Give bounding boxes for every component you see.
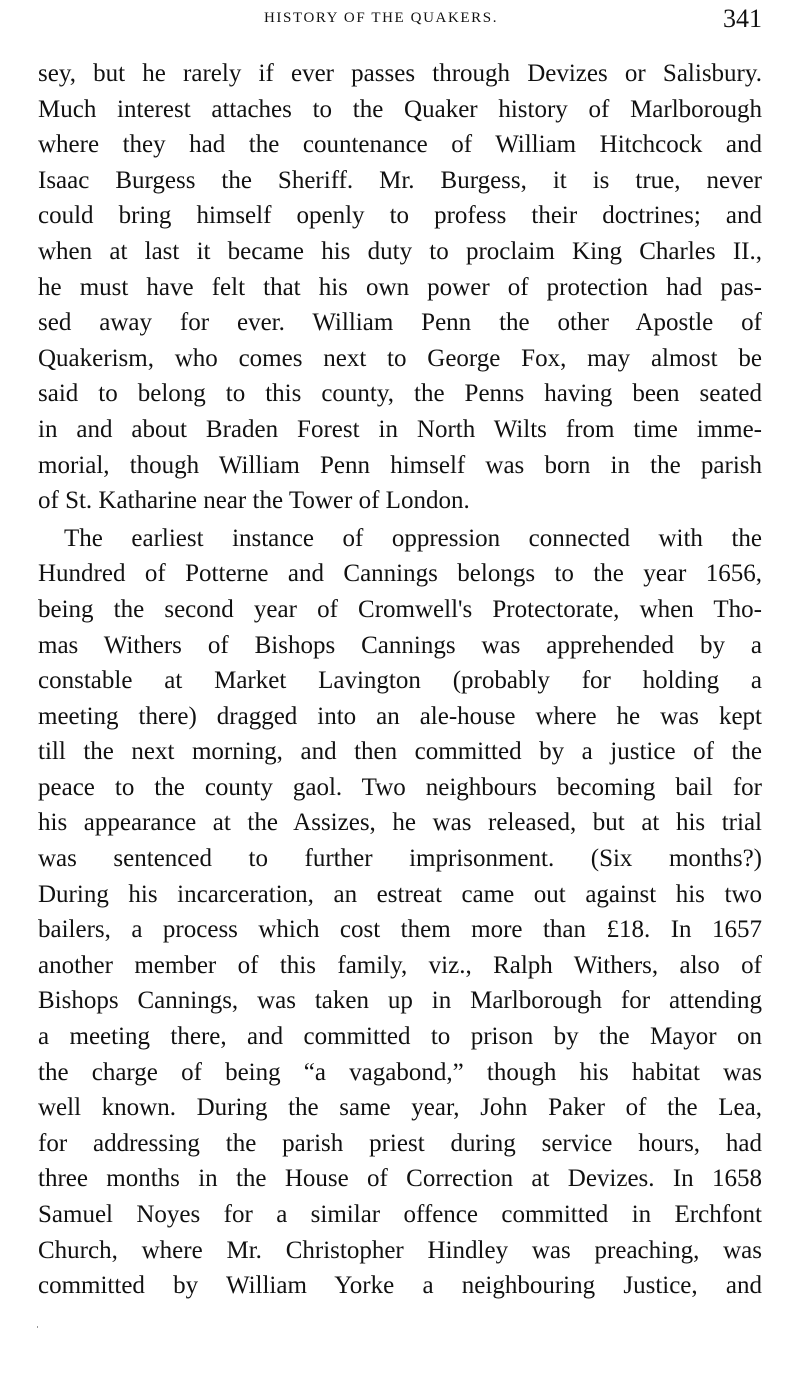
text-line: mas Withers of Bishops Cannings was apprehended by a — [38, 631, 762, 659]
paragraph-1 — [38, 56, 762, 519]
text-line: peace to the county gaol. Two neighbours becoming bail for — [38, 773, 762, 801]
text-line: another member of this family, viz., Ralph Withers, also of — [38, 951, 762, 979]
text-line: Quakerism, who comes next to George Fox, may almost be — [38, 344, 762, 372]
text-line: Isaac Burgess the Sheriff. Mr. Burgess, it is true, never — [38, 166, 762, 194]
text-line: sey, but he rarely if ever passes through Devizes or Salisbury. — [38, 60, 762, 87]
text-line: of St. Katharine near the Tower of London. — [38, 487, 470, 515]
text-line: the charge of being “a vagabond,” though his habitat was — [38, 1058, 762, 1086]
text-line: he must have felt that his own power of protection had pas- — [38, 273, 762, 301]
text-line: for addressing the parish priest during service hours, had — [38, 1129, 762, 1157]
text-line: was sentenced to further imprisonment. (Six months?) — [38, 845, 762, 873]
text-line: his appearance at the Assizes, he was released, but at his trial — [38, 809, 762, 837]
text-line: The earliest instance of oppression connected with the — [64, 524, 762, 552]
text-line: being the second year of Cromwell's Protectorate, when Tho- — [38, 595, 762, 623]
text-line: where they had the countenance of William Hitchcock and — [38, 131, 762, 159]
text-line: could bring himself openly to profess their doctrines; and — [38, 202, 762, 230]
text-line: sed away for ever. William Penn the other Apostle of — [38, 309, 762, 337]
text-line: constable at Market Lavington (probably for holding a — [38, 667, 762, 695]
text-line: Samuel Noyes for a similar offence committed in Erchfont — [38, 1201, 762, 1228]
text-line: Church, where Mr. Christopher Hindley was preaching, was — [38, 1236, 762, 1264]
text-line: till the next morning, and then committed by a justice of the — [38, 738, 762, 766]
running-header — [36, 4, 764, 40]
text-line: committed by William Yorke a neighbouring Justice, and — [38, 1272, 762, 1300]
text-line: said to belong to this county, the Penns having been seated — [38, 380, 762, 408]
text-line: Hundred of Potterne and Cannings belongs to the year 1656, — [38, 560, 762, 588]
stray-print-mark — [37, 1326, 38, 1328]
text-line: bailers, a process which cost them more than £18. In 1657 — [38, 916, 762, 944]
text-line: morial, though William Penn himself was born in the parish — [38, 451, 762, 479]
body-text — [38, 56, 762, 1304]
text-line: when at last it became his duty to proclaim King Charles II., — [38, 237, 762, 265]
running-title: HISTORY OF THE QUAKERS. — [264, 10, 499, 26]
text-line: Much interest attaches to the Quaker history of Marlborough — [38, 95, 762, 123]
paragraph-2 — [38, 521, 762, 1304]
text-line: During his incarceration, an estreat came out against his two — [38, 880, 762, 908]
text-line: meeting there) dragged into an ale-house where he was kept — [38, 702, 762, 730]
text-line: three months in the House of Correction at Devizes. In 1658 — [38, 1165, 762, 1193]
text-line: a meeting there, and committed to prison by the Mayor on — [38, 1023, 762, 1051]
text-line: well known. During the same year, John Paker of the Lea, — [38, 1094, 762, 1122]
page-number: 341 — [723, 4, 762, 33]
text-line: Bishops Cannings, was taken up in Marlborough for attending — [38, 987, 762, 1015]
text-line: in and about Braden Forest in North Wilts from time imme- — [38, 415, 762, 443]
